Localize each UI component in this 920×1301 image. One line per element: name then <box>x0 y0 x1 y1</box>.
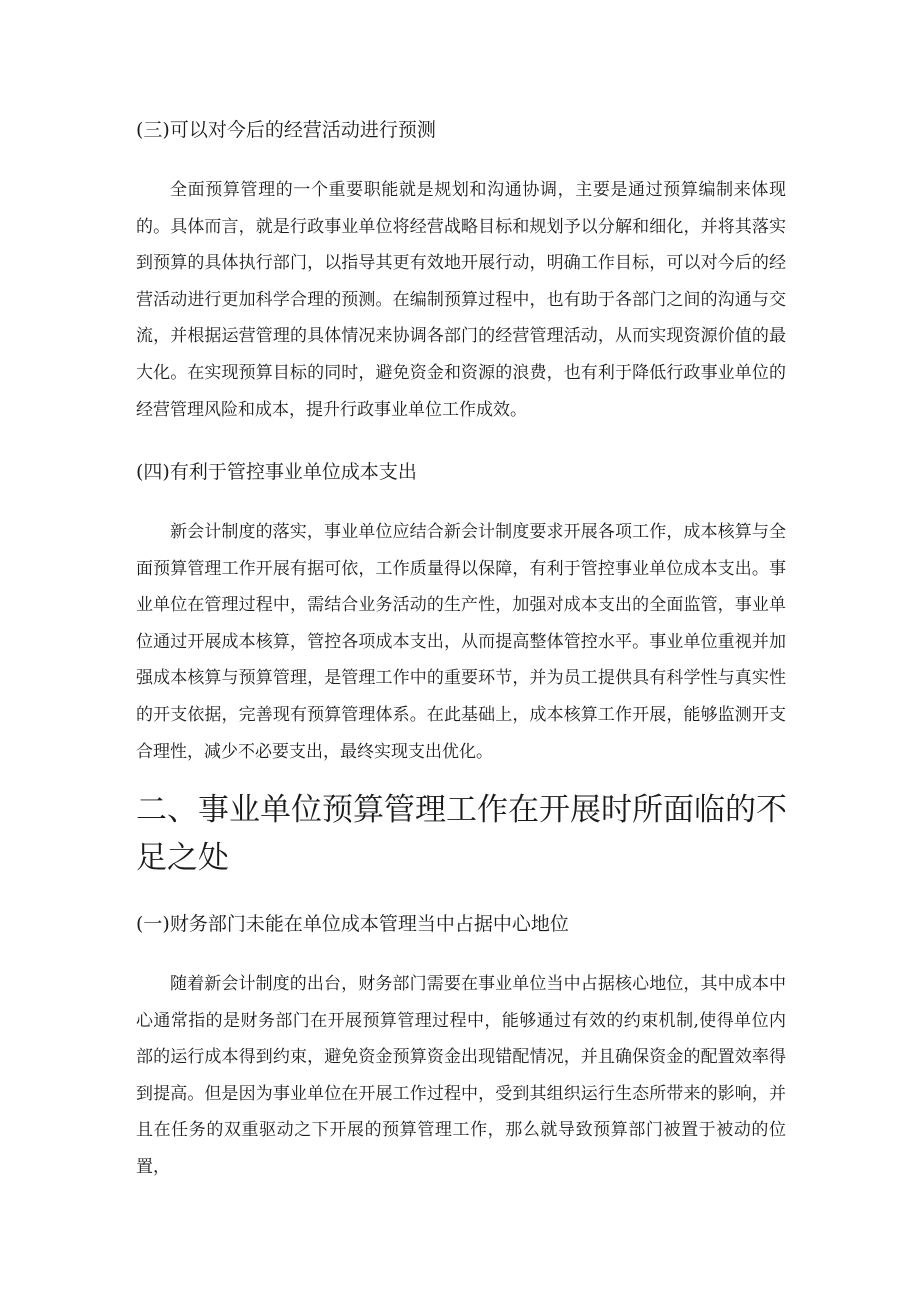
chapter-heading-2: 二、事业单位预算管理工作在开展时所面临的不足之处 <box>136 792 787 876</box>
section-heading-4: (四)有利于管控事业单位成本支出 <box>136 461 417 483</box>
section-4-paragraph: 新会计制度的落实，事业单位应结合新会计制度要求开展各项工作，成本核算与全面预算管理工作开展有据可依，工作质量得以保障，有利于管控事业单位成本支出。事业单位在管理过程中，需结合业务活动的生产性，加强对成本支出的全面监管，事业单位通过开展成本核算，管控各项成本支出，从而提高整体管控水平。事业单位重视并加强成本核算与预算管理，是管理工作中的重要环节，并为员工提供具有科学性与真实性的开支依据，完善现有预算管理体系。在此基础上，成本核算工作开展，能够监测开支合理性，减少不必要支出，最终实现支出优化。 <box>136 522 786 762</box>
section-heading-2-1: (一)财务部门未能在单位成本管理当中占据中心地位 <box>136 913 569 935</box>
section-2-1-paragraph: 随着新会计制度的出台，财务部门需要在事业单位当中占据核心地位，其中成本中心通常指的是财务部门在开展预算管理过程中，能够通过有效的约束机制,使得单位内部的运行成本得到约束，避免资金预算资金出现错配情况，并且确保资金的配置效率得到提高。但是因为事业单位在开展工作过程中，受到其组织运行生态所带来的影响，并且在任务的双重驱动之下开展的预算管理工作，那么就导致预算部门被置于被动的位置， <box>136 974 786 1177</box>
section-heading-3: (三)可以对今后的经营活动进行预测 <box>136 119 436 141</box>
section-3-paragraph: 全面预算管理的一个重要职能就是规划和沟通协调，主要是通过预算编制来体现的。具体而言，就是行政事业单位将经营战略目标和规划予以分解和细化，并将其落实到预算的具体执行部门，以指导其更有效地开展行动，明确工作目标，可以对今后的经营活动进行更加科学合理的预测。在编制预算过程中，也有助于各部门之间的沟通与交流，并根据运营管理的具体情况来协调各部门的经营管理活动，从而实现资源价值的最大化。在实现预算目标的同时，避免资金和资源的浪费，也有利于降低行政事业单位的经营管理风险和成本，提升行政事业单位工作成效。 <box>136 180 786 420</box>
